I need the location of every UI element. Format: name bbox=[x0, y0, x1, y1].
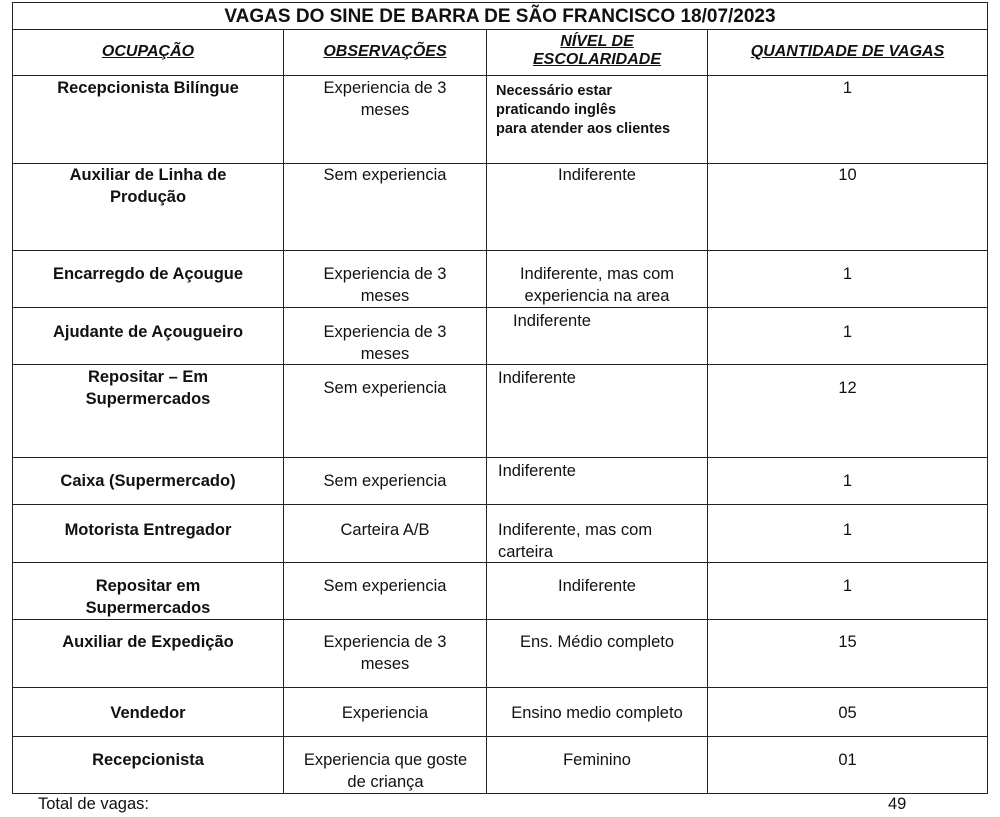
row-education: Indiferente, mas com experiencia na area bbox=[519, 265, 675, 305]
row-divider bbox=[13, 687, 987, 688]
row-occupation: Ajudante de Açougueiro bbox=[52, 323, 244, 341]
row-observations: Sem experiencia bbox=[323, 577, 447, 595]
row-divider bbox=[13, 307, 987, 308]
row-divider bbox=[13, 364, 987, 365]
row-observations: Sem experiencia bbox=[323, 166, 447, 184]
row-observations: Experiencia de 3 meses bbox=[323, 265, 447, 305]
row-quantity: 15 bbox=[838, 633, 857, 651]
total-value: 49 bbox=[888, 795, 907, 813]
row-divider bbox=[13, 736, 987, 737]
row-quantity: 1 bbox=[842, 472, 853, 490]
row-education: Indiferente bbox=[558, 166, 636, 184]
row-education: Indiferente bbox=[558, 577, 636, 595]
row-divider bbox=[13, 619, 987, 620]
row-education: Indiferente bbox=[498, 462, 576, 480]
row-occupation: Repositar em Supermercados bbox=[85, 577, 211, 617]
row-education: Indiferente, mas com carteira bbox=[498, 521, 653, 561]
header-quantidade-vagas: QUANTIDADE DE VAGAS bbox=[750, 43, 945, 60]
row-observations: Sem experiencia bbox=[323, 379, 447, 397]
column-divider bbox=[283, 30, 284, 793]
row-observations: Experiencia de 3 meses bbox=[323, 79, 447, 119]
total-label: Total de vagas: bbox=[38, 795, 149, 813]
row-divider bbox=[13, 504, 987, 505]
row-occupation: Recepcionista bbox=[92, 751, 204, 769]
row-occupation: Encarregdo de Açougue bbox=[52, 265, 244, 283]
row-divider bbox=[13, 75, 987, 76]
row-divider bbox=[13, 457, 987, 458]
job-vacancies-table bbox=[12, 2, 988, 794]
row-education: Feminino bbox=[563, 751, 631, 769]
header-nivel-escolaridade: NÍVEL DE ESCOLARIDADE bbox=[532, 33, 661, 68]
row-quantity: 1 bbox=[842, 323, 853, 341]
row-quantity: 10 bbox=[838, 166, 857, 184]
row-education: Necessário estar praticando inglês para atender aos clientes bbox=[496, 83, 671, 137]
row-quantity: 1 bbox=[842, 79, 853, 97]
row-observations: Experiencia de 3 meses bbox=[323, 633, 447, 673]
row-education: Indiferente bbox=[498, 369, 576, 387]
row-quantity: 1 bbox=[842, 521, 853, 539]
row-occupation: Auxiliar de Linha de Produção bbox=[69, 166, 227, 206]
row-quantity: 1 bbox=[842, 265, 853, 283]
header-observacoes: OBSERVAÇÕES bbox=[323, 43, 447, 60]
column-divider bbox=[486, 30, 487, 793]
header-ocupacao: OCUPAÇÃO bbox=[101, 43, 195, 60]
row-occupation: Auxiliar de Expedição bbox=[62, 633, 234, 651]
row-observations: Experiencia que goste de criança bbox=[303, 751, 468, 791]
row-observations: Sem experiencia bbox=[323, 472, 447, 490]
row-occupation: Repositar – Em Supermercados bbox=[85, 368, 211, 408]
column-divider bbox=[707, 30, 708, 793]
row-occupation: Motorista Entregador bbox=[64, 521, 232, 539]
row-observations: Carteira A/B bbox=[340, 521, 430, 539]
table-title: VAGAS DO SINE DE BARRA DE SÃO FRANCISCO 18/07/2023 bbox=[13, 3, 987, 30]
row-divider bbox=[13, 250, 987, 251]
row-quantity: 1 bbox=[842, 577, 853, 595]
row-occupation: Caixa (Supermercado) bbox=[60, 472, 236, 490]
row-quantity: 05 bbox=[838, 704, 857, 722]
row-education: Ens. Médio completo bbox=[519, 633, 675, 651]
row-occupation: Recepcionista Bilíngue bbox=[57, 79, 239, 97]
row-education: Indiferente bbox=[513, 312, 591, 330]
row-observations: Experiencia de 3 meses bbox=[323, 323, 447, 363]
row-education: Ensino medio completo bbox=[511, 704, 683, 722]
row-observations: Experiencia bbox=[341, 704, 429, 722]
row-quantity: 01 bbox=[838, 751, 857, 769]
row-quantity: 12 bbox=[838, 379, 857, 397]
row-occupation: Vendedor bbox=[110, 704, 186, 722]
